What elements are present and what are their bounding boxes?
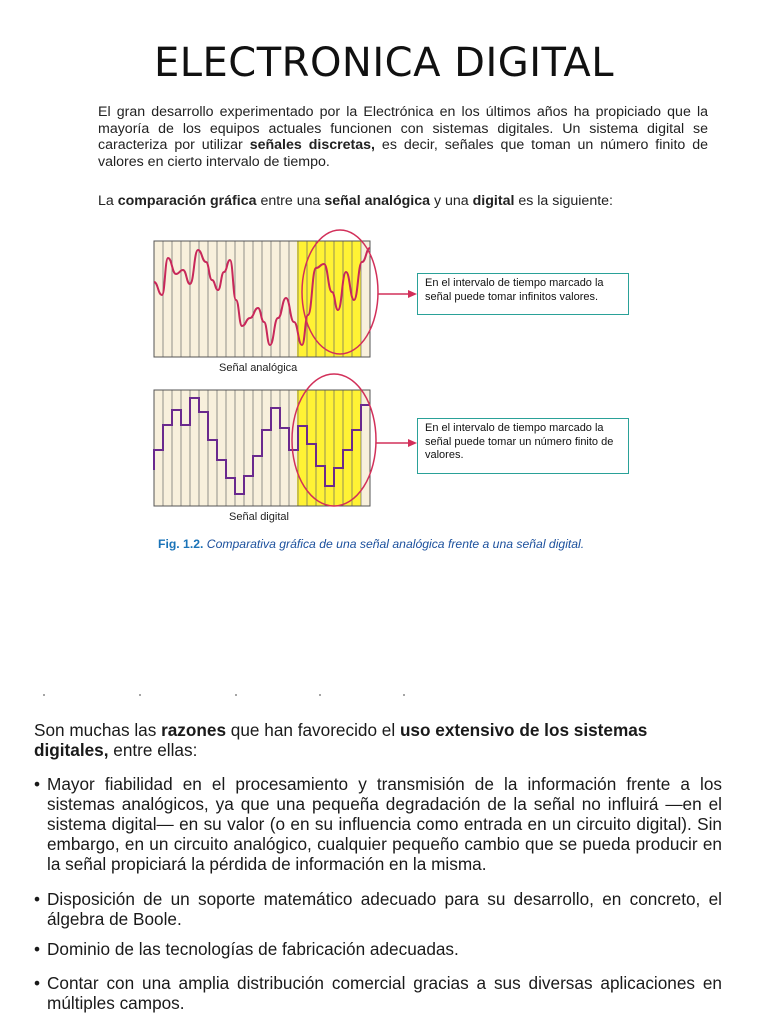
reasons-text-1: Son muchas las: [34, 720, 162, 740]
analog-callout-box: En el intervalo de tiempo marcado la señal puede tomar infinitos valores.: [417, 273, 629, 315]
reasons-text-3: entre ellas:: [108, 740, 198, 760]
reasons-intro: [34, 720, 722, 760]
list-item-text: Disposición de un soporte matemático adecuado para su desarrollo, en concreto, el álgebra de Boole.: [47, 889, 722, 929]
highlight-interval: [297, 241, 361, 357]
analog-signal-label: Señal analógica: [219, 362, 298, 374]
compare-bold-1: comparación gráfica: [117, 193, 257, 209]
list-item: [34, 774, 722, 874]
page-title: ELECTRONICA DIGITAL: [153, 40, 615, 86]
digital-signal-label: Señal digital: [229, 511, 289, 523]
list-item: [34, 939, 722, 959]
compare-text-2: entre una: [256, 193, 325, 209]
digital-arrow-head: [408, 439, 417, 447]
digital-callout-box: En el intervalo de tiempo marcado la señal puede tomar un número finito de valores.: [417, 418, 629, 474]
scan-artifact-dots: [40, 693, 420, 697]
figure-number: Fig. 1.2.: [158, 537, 204, 551]
bullet-icon: •: [34, 973, 41, 993]
compare-bold-3: digital: [472, 193, 515, 209]
list-item-text: Mayor fiabilidad en el procesamiento y transmisión de la información frente a los sistemas analógicos, ya que una pequeña degradación de la señal no influirá —en el sistema digital— en su valor (o en su influencia como entrada en un circuito digital). Sin embargo, en un circuito analógico, cualquier pequeño cambio que se pueda producir en la señal propiciará la pérdida de información en la misma.: [47, 774, 722, 874]
compare-text-1: La: [98, 193, 118, 209]
list-item: [34, 973, 722, 1013]
compare-bold-2: señal analógica: [324, 193, 431, 209]
list-item-text: Contar con una amplia distribución comercial gracias a sus diversas aplicaciones en múltiples campos.: [47, 973, 722, 1013]
analog-arrow-head: [408, 290, 417, 298]
intro-bold: señales discretas,: [249, 137, 375, 153]
figure-caption-text: Comparativa gráfica de una señal analógica frente a una señal digital.: [203, 537, 585, 551]
reasons-bold-1: razones: [161, 720, 227, 740]
intro-text-2: es decir, señales que toman un número finito de valores en cierto intervalo de tiempo.: [98, 137, 709, 170]
figure-caption: [158, 537, 584, 551]
intro-text-1: El gran desarrollo experimentado por la Electrónica en los últimos años ha propiciado que la mayoría de los equipos actuales funcionen con sistemas digitales. Un sistema digital se caracteriza por utilizar: [98, 104, 708, 153]
compare-text-3: y una: [430, 193, 473, 209]
list-item-text: Dominio de las tecnologías de fabricación adecuadas.: [47, 939, 459, 959]
bullet-icon: •: [34, 774, 41, 794]
analog-signal-grid: [154, 241, 370, 357]
reasons-bold-2: uso extensivo de los sistemas digitales,: [34, 720, 648, 760]
compare-text-4: es la siguiente:: [514, 193, 613, 209]
list-item: [34, 889, 722, 929]
bullet-icon: •: [34, 939, 41, 959]
reasons-text-2: que han favorecido el: [226, 720, 400, 740]
bullet-icon: •: [34, 889, 41, 909]
